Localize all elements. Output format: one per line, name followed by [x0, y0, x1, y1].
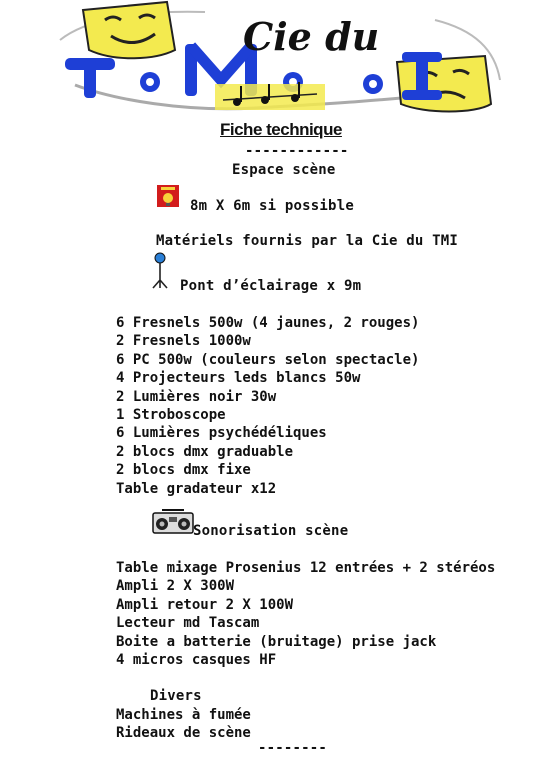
- page-title: Fiche technique: [220, 120, 342, 139]
- boombox-icon: [152, 508, 194, 534]
- espace-heading: Espace scène: [232, 162, 336, 178]
- list-item: 6 Lumières psychédéliques: [116, 425, 327, 442]
- tragedy-mask-icon: [397, 56, 491, 112]
- eclairage-heading: Pont d’éclairage x 9m: [180, 278, 362, 294]
- stage-icon: [155, 183, 181, 209]
- list-item: 2 blocs dmx fixe: [116, 462, 251, 479]
- list-item: 4 Projecteurs leds blancs 50w: [116, 370, 361, 387]
- separator-bottom: --------: [258, 740, 328, 756]
- list-item: 2 Lumières noir 30w: [116, 388, 277, 405]
- list-item: Machines à fumée: [116, 707, 251, 723]
- espace-size: 8m X 6m si possible: [190, 198, 354, 214]
- list-item: 2 Fresnels 1000w: [116, 333, 251, 350]
- list-item: Rideaux de scène: [116, 725, 251, 742]
- list-item: 6 Fresnels 500w (4 jaunes, 2 rouges): [116, 315, 420, 331]
- list-item: Lecteur md Tascam: [116, 615, 260, 632]
- list-item: Boite a batterie (bruitage) prise jack: [116, 633, 437, 650]
- spotlight-icon: [150, 250, 172, 290]
- comedy-mask-icon: [83, 2, 175, 58]
- troupe-logo: [55, 0, 505, 118]
- list-item: Ampli 2 X 300W: [116, 578, 235, 595]
- list-item: Table mixage Prosenius 12 entrées + 2 stéréos: [116, 560, 496, 576]
- logo-text: Cie du: [243, 14, 380, 59]
- list-item: 1 Stroboscope: [116, 407, 226, 424]
- list-item: 4 micros casques HF: [116, 652, 277, 669]
- sound-list: [116, 559, 495, 669]
- materiel-heading: Matériels fournis par la Cie du TMI: [156, 233, 459, 249]
- music-notes-icon: [215, 82, 325, 110]
- list-item: 2 blocs dmx graduable: [116, 443, 294, 460]
- sonorisation-heading: Sonorisation scène: [193, 523, 349, 539]
- lighting-list: [116, 314, 419, 498]
- separator-top: ------------: [245, 143, 349, 159]
- list-item: Ampli retour 2 X 100W: [116, 596, 294, 613]
- divers-list: [116, 706, 251, 743]
- list-item: Table gradateur x12: [116, 480, 277, 497]
- list-item: 6 PC 500w (couleurs selon spectacle): [116, 351, 420, 368]
- divers-heading: Divers: [150, 688, 202, 704]
